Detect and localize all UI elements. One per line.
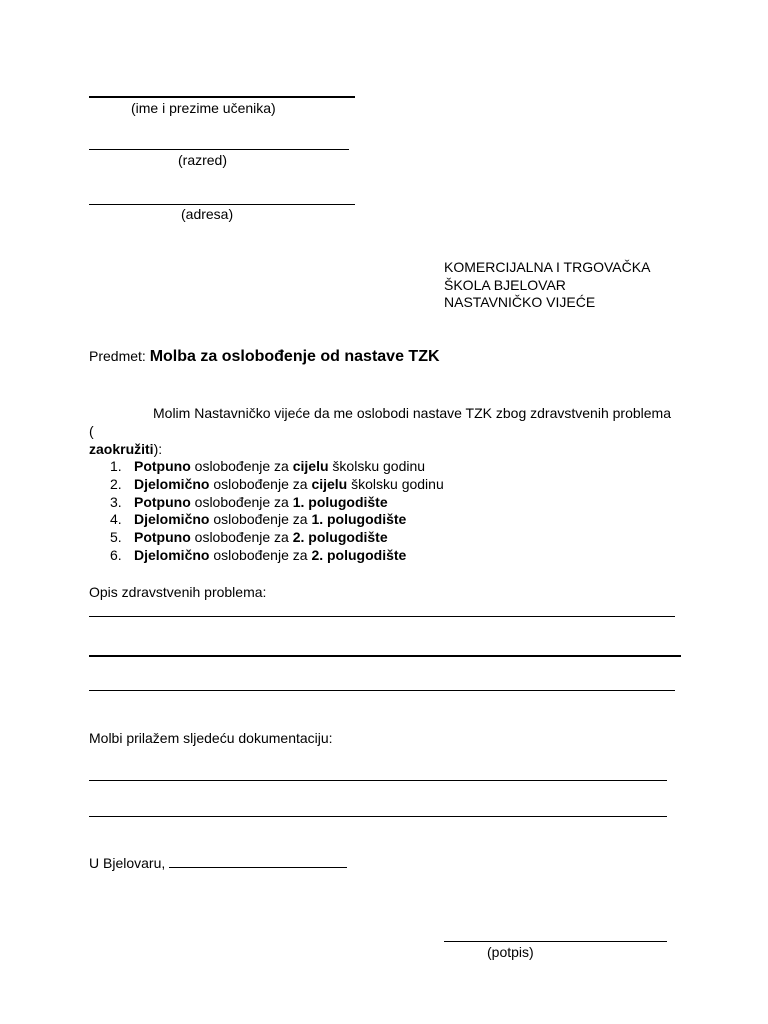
health-description-line-3[interactable] [89, 690, 675, 691]
recipient-line-1: KOMERCIJALNA I TRGOVAČKA [444, 259, 651, 275]
student-name-line[interactable] [89, 96, 355, 98]
recipient-line-2: ŠKOLA BJELOVAR [444, 276, 566, 293]
request-text: Molim Nastavničko vijeće da me oslobodi nastave TZK zbog zdravstvenih problema ( [89, 405, 671, 439]
request-emphasis: zaokružiti [89, 441, 154, 457]
health-description-label: Opis zdravstvenih problema: [89, 584, 267, 600]
list-item[interactable]: 1. Potpuno oslobođenje za cijelu školsku godinu [110, 458, 426, 474]
student-name-label: (ime i prezime učenika) [131, 100, 276, 116]
place-label: U Bjelovaru, [89, 855, 166, 871]
list-item[interactable]: 3. Potpuno oslobođenje za 1. polugodište [110, 493, 388, 510]
date-line[interactable] [169, 855, 347, 868]
place-date-row [89, 855, 347, 871]
list-item[interactable]: 6. Djelomično oslobođenje za 2. polugodište [110, 546, 407, 563]
request-text-end: ): [153, 441, 163, 457]
recipient-block [444, 259, 650, 312]
subject-label: Predmet: [89, 348, 146, 364]
list-item[interactable]: 5. Potpuno oslobođenje za 2. polugodište [110, 529, 388, 546]
subject-title: Molba za oslobođenje od nastave TZK [149, 348, 440, 365]
request-paragraph [89, 404, 679, 458]
documentation-label: Molbi prilažem sljedeću dokumentaciju: [89, 730, 333, 746]
health-description-line-1[interactable] [89, 616, 675, 617]
subject-line [89, 348, 440, 366]
list-item[interactable]: 2. Djelomično oslobođenje za cijelu školsku godinu [110, 475, 444, 492]
signature-label: (potpis) [487, 944, 534, 960]
recipient-line-3: NASTAVNIČKO VIJEĆE [444, 294, 596, 310]
documentation-line-2[interactable] [89, 816, 667, 817]
signature-line[interactable] [444, 941, 667, 942]
list-item[interactable]: 4. Djelomično oslobođenje za 1. polugodište [110, 511, 407, 528]
address-label: (adresa) [181, 206, 234, 222]
class-label: (razred) [178, 152, 228, 168]
address-line[interactable] [89, 204, 355, 205]
class-line[interactable] [89, 149, 349, 150]
health-description-line-2[interactable] [89, 655, 681, 657]
documentation-line-1[interactable] [89, 780, 667, 781]
exemption-options-list [110, 458, 444, 565]
